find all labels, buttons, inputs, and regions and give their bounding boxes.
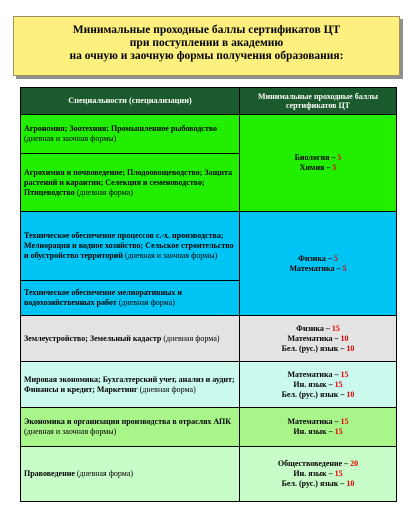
specialty-cell [21,154,240,212]
score-subject: Биология – [294,153,338,162]
score-subject: Ин. язык – [293,469,335,478]
score-value: 5 [342,263,347,273]
score-value: 20 [350,459,359,468]
score-value: 10 [346,389,355,399]
score-subject: Бел. (рус.) язык – [281,479,347,488]
specialty-cell [21,316,240,362]
score-line [243,427,393,437]
score-subject: Бел. (рус.) язык – [281,389,347,399]
score-subject: Ин. язык – [293,427,335,436]
score-line [243,380,393,390]
specialty-cell [21,408,240,447]
score-subject: Ин. язык – [293,379,335,389]
title-banner [13,16,400,76]
score-value: 5 [332,163,337,172]
score-value: 15 [331,323,340,333]
score-value: 10 [346,343,355,353]
score-line [243,334,393,344]
score-value: 15 [340,417,349,426]
score-subject: Химия – [299,163,333,172]
score-line [243,479,393,489]
score-value: 5 [333,253,338,263]
score-subject: Математика – [287,369,341,379]
score-line [243,153,393,163]
score-subject: Физика – [298,253,334,263]
header-specialties: Специальности (специализации) [21,88,240,115]
specialty-cell [21,115,240,154]
specialty-name: Землеустройство; Земельный кадастр [24,333,162,343]
study-form: (дневная и заочная формы) [24,134,117,143]
table-row [21,115,397,154]
score-value: 5 [337,153,342,162]
score-subject: Математика – [289,263,343,273]
score-line [243,417,393,427]
study-form: (дневная форма) [74,187,133,197]
score-line [243,264,393,274]
score-value: 10 [346,479,355,488]
score-value: 15 [340,369,349,379]
specialty-name: Техническое обеспечение процессов с.-х. производства; Мелиорация и водное хозяйство; Сельское строительство и обустройство территорий [24,231,234,260]
scores-cell [240,408,397,447]
table-row [21,447,397,502]
score-line [243,469,393,479]
header-min-scores: Минимальные проходные баллы сертификатов ЦТ [240,88,397,115]
title-line-2: при поступлении в академию [129,37,284,49]
scores-cell [240,316,397,362]
table-row [21,212,397,281]
score-value: 15 [334,469,343,478]
scores-cell [240,115,397,212]
score-line [243,459,393,469]
scores-cell [240,362,397,408]
score-line [243,324,393,334]
score-line [243,254,393,264]
table-row [21,362,397,408]
specialty-cell [21,281,240,316]
score-line [243,344,393,354]
score-subject: Бел. (рус.) язык – [281,343,347,353]
study-form: (дневная форма) [137,384,196,394]
score-value: 15 [334,427,343,436]
score-subject: Математика – [287,417,341,426]
table-header-row [21,88,397,115]
score-value: 10 [340,333,349,343]
score-subject: Физика – [296,323,332,333]
specialty-name: Агрономия; Зоотехния; Промышленное рыбоводство [24,124,218,133]
specialty-cell [21,447,240,502]
score-line [243,370,393,380]
specialty-cell [21,362,240,408]
specialty-cell [21,212,240,281]
scores-cell [240,447,397,502]
specialty-name: Техническое обеспечение мелиоративных и водохозяйственных работ [24,288,182,307]
score-subject: Обществоведение – [277,459,351,468]
study-form: (дневная и заочная формы) [122,251,218,260]
specialty-name: Правоведение [24,469,75,478]
specialty-name: Агрохимия и почвоведение; Плодоовощеводство; Защита растений и карантин; Селекция и семеноводство; Птицеводство [24,167,233,197]
title-line-3: на очную и заочную формы получения образования: [69,50,344,62]
score-line [243,163,393,173]
score-subject: Математика – [287,333,341,343]
table-row [21,316,397,362]
score-line [243,390,393,400]
study-form: (дневная форма) [74,469,134,478]
study-form: (дневная и заочная формы) [24,427,117,436]
study-form: (дневная форма) [116,298,175,307]
specialty-name: Мировая экономика; Бухгалтерский учет, анализ и аудит; Финансы и кредит; Маркетинг [24,374,235,394]
table-row [21,408,397,447]
scores-cell [240,212,397,316]
specialty-name: Экономика и организация производства в отраслях АПК [24,417,232,426]
score-value: 15 [334,379,343,389]
study-form: (дневная форма) [161,333,220,343]
scores-table [20,87,397,502]
title-line-1: Минимальные проходные баллы сертификатов ЦТ [72,24,341,36]
